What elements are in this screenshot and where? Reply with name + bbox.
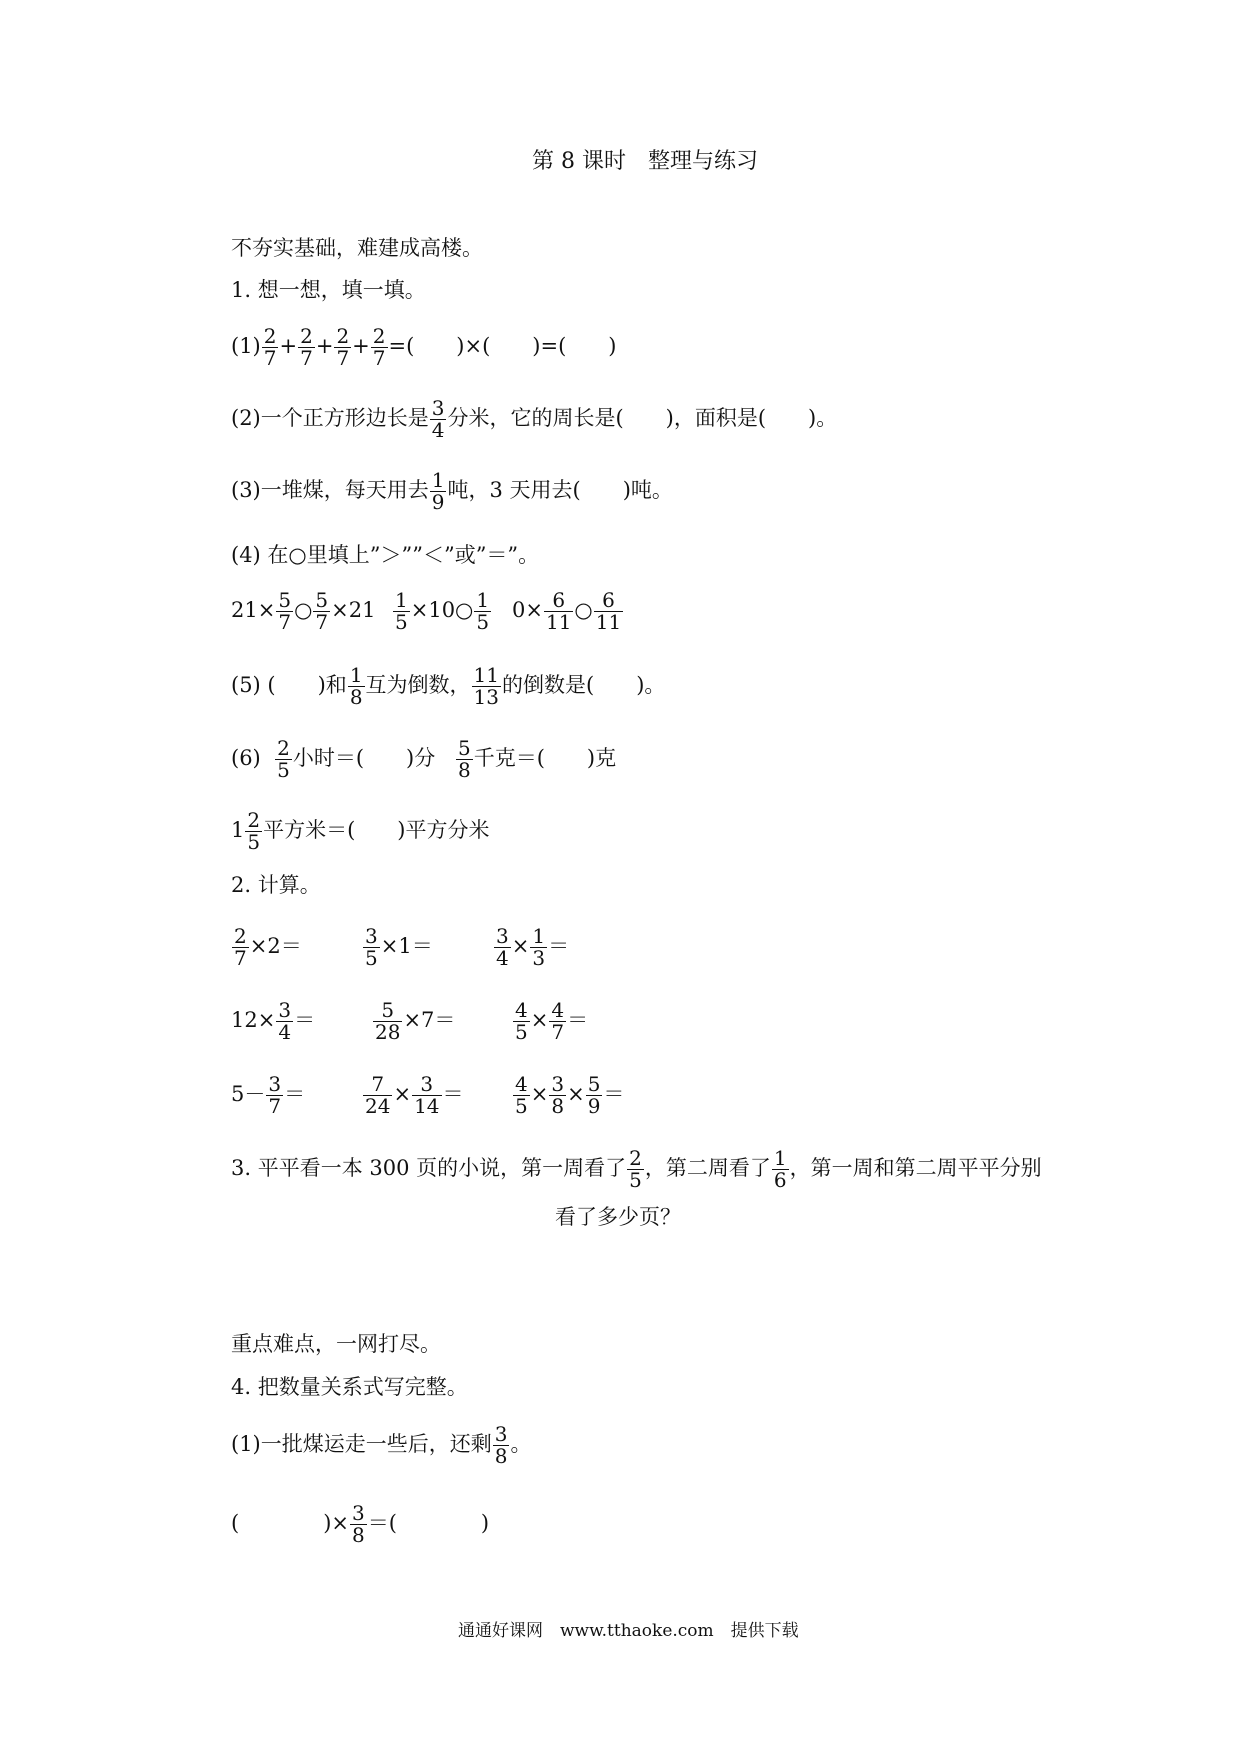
- fraction: $\frac{2}{7}$: [263, 324, 277, 370]
- calc-r1-b: $\frac{3}{5}$ ×1＝: [365, 924, 433, 970]
- fraction: $\frac{5}{8}$: [458, 736, 471, 782]
- fraction: $\frac{1}{3}$: [532, 924, 546, 970]
- q3-text: 3. 平平看一本 300 页的小说，第一周看了 $\frac{2}{5}$ ，第二周看了 $\frac{1}{6}$ ，第一周和第二周平平分别: [231, 1146, 1042, 1192]
- section-heading-basics: 不夯实基础，难建成高楼。: [231, 236, 483, 260]
- calc-r1-a: $\frac{2}{7}$ ×2＝: [234, 924, 302, 970]
- fraction: $\frac{2}{7}$: [300, 324, 313, 370]
- fraction: $\frac{1}{5}$: [476, 588, 490, 634]
- fraction: $\frac{11}{13}$: [473, 663, 499, 709]
- calc-r2-c: $\frac{4}{5}$ × $\frac{4}{7}$ ＝: [515, 998, 589, 1044]
- fraction: $\frac{3}{7}$: [268, 1072, 282, 1118]
- q1-part5: (5) ( )和 $\frac{1}{8}$ 互为倒数， $\frac{11}{13}$ 的倒数是( )。: [231, 663, 666, 709]
- fraction: $\frac{2}{7}$: [372, 324, 386, 370]
- q1-part6-b: $\frac{5}{8}$ 千克＝( )克: [458, 736, 617, 782]
- fraction: $\frac{5}{28}$: [375, 998, 401, 1044]
- q1-part6-a: (6) $\frac{2}{5}$ 小时＝( )分: [231, 736, 436, 782]
- fraction: $\frac{7}{24}$: [365, 1072, 391, 1118]
- calc-r1-c: $\frac{3}{4}$ × $\frac{1}{3}$ ＝: [496, 924, 570, 970]
- fraction: $\frac{5}{7}$: [315, 588, 329, 634]
- fraction: $\frac{3}{8}$: [351, 1501, 365, 1547]
- calc-r2-b: $\frac{5}{28}$ ×7＝: [375, 998, 456, 1044]
- section-heading-keypoints: 重点难点，一网打尽。: [231, 1332, 441, 1356]
- q4-equation: ( )× $\frac{3}{8}$ ＝( ): [231, 1501, 490, 1547]
- q1-part1-blanks: =( )×( )=( ): [388, 334, 617, 358]
- q1-part4-compare-c: 0× $\frac{6}{11}$ ○ $\frac{6}{11}$: [512, 588, 622, 634]
- fraction: $\frac{1}{5}$: [395, 588, 408, 634]
- fraction: $\frac{5}{7}$: [278, 588, 292, 634]
- fraction: $\frac{1}{8}$: [349, 663, 363, 709]
- compare-circle: ○: [294, 598, 313, 622]
- fraction: $\frac{3}{14}$: [414, 1072, 440, 1118]
- fraction: $\frac{3}{4}$: [278, 998, 292, 1044]
- q4-heading: 4. 把数量关系式写完整。: [231, 1375, 468, 1399]
- q1-part4-compare-a: 21× $\frac{5}{7}$ ○ $\frac{5}{7}$ ×21: [231, 588, 376, 634]
- q3-text-line2: 看了多少页？: [555, 1205, 681, 1229]
- footer-source: 通通好课网 www.tthaoke.com 提供下载: [458, 1621, 799, 1641]
- fraction: $\frac{2}{5}$: [629, 1146, 642, 1192]
- q2-heading: 2. 计算。: [231, 873, 321, 897]
- fraction: $\frac{3}{4}$: [496, 924, 509, 970]
- fraction: $\frac{6}{11}$: [595, 588, 622, 634]
- fraction: $\frac{5}{9}$: [587, 1072, 601, 1118]
- q1-part2: (2)一个正方形边长是 $\frac{3}{4}$ 分米，它的周长是( )，面积是( )。: [231, 396, 838, 442]
- compare-circle: ○: [574, 598, 593, 622]
- calc-r3-a: 5－ $\frac{3}{7}$ ＝: [231, 1072, 306, 1118]
- fraction: $\frac{3}{5}$: [365, 924, 378, 970]
- q1-part4-heading: (4) 在○里填上”＞””＜”或”＝”。: [231, 543, 540, 567]
- fraction: $\frac{6}{11}$: [545, 588, 572, 634]
- fraction: $\frac{3}{8}$: [551, 1072, 565, 1118]
- fraction: $\frac{1}{9}$: [431, 468, 445, 514]
- q1-part1: (1) $\frac{2}{7}$ + $\frac{2}{7}$ + $\frac{2}{7}$ + $\frac{2}{7}$ =( )×( )=( ): [231, 324, 617, 370]
- q1-part6-c: 1 $\frac{2}{5}$ 平方米＝( )平方分米: [231, 808, 490, 854]
- compare-circle: ×10○: [410, 598, 474, 622]
- fraction: $\frac{3}{8}$: [494, 1422, 508, 1468]
- q1-part3: (3)一堆煤，每天用去 $\frac{1}{9}$ 吨，3 天用去( )吨。: [231, 468, 673, 514]
- fraction: $\frac{1}{6}$: [773, 1146, 787, 1192]
- page-title: 第 8 课时 整理与练习: [532, 149, 758, 174]
- fraction: $\frac{2}{7}$: [336, 324, 350, 370]
- fraction: $\frac{4}{7}$: [551, 998, 565, 1044]
- fraction: $\frac{2}{7}$: [234, 924, 247, 970]
- q1-part4-compare-b: [392, 590, 492, 633]
- q1-part1-label: (1): [231, 334, 261, 358]
- fraction: $\frac{2}{5}$: [277, 736, 290, 782]
- fraction: $\frac{4}{5}$: [515, 998, 528, 1044]
- calc-r2-a: 12× $\frac{3}{4}$ ＝: [231, 998, 316, 1044]
- q1-heading: 1. 想一想，填一填。: [231, 278, 426, 302]
- fraction: $\frac{4}{5}$: [515, 1072, 528, 1118]
- calc-r3-c: $\frac{4}{5}$ × $\frac{3}{8}$ × $\frac{5}{9}$ ＝: [515, 1072, 625, 1118]
- fraction: $\frac{3}{4}$: [431, 396, 445, 442]
- q4-part1: (1)一批煤运走一些后，还剩 $\frac{3}{8}$ 。: [231, 1422, 532, 1468]
- fraction: $\frac{2}{5}$: [247, 808, 261, 854]
- calc-r3-b: $\frac{7}{24}$ × $\frac{3}{14}$ ＝: [365, 1072, 464, 1118]
